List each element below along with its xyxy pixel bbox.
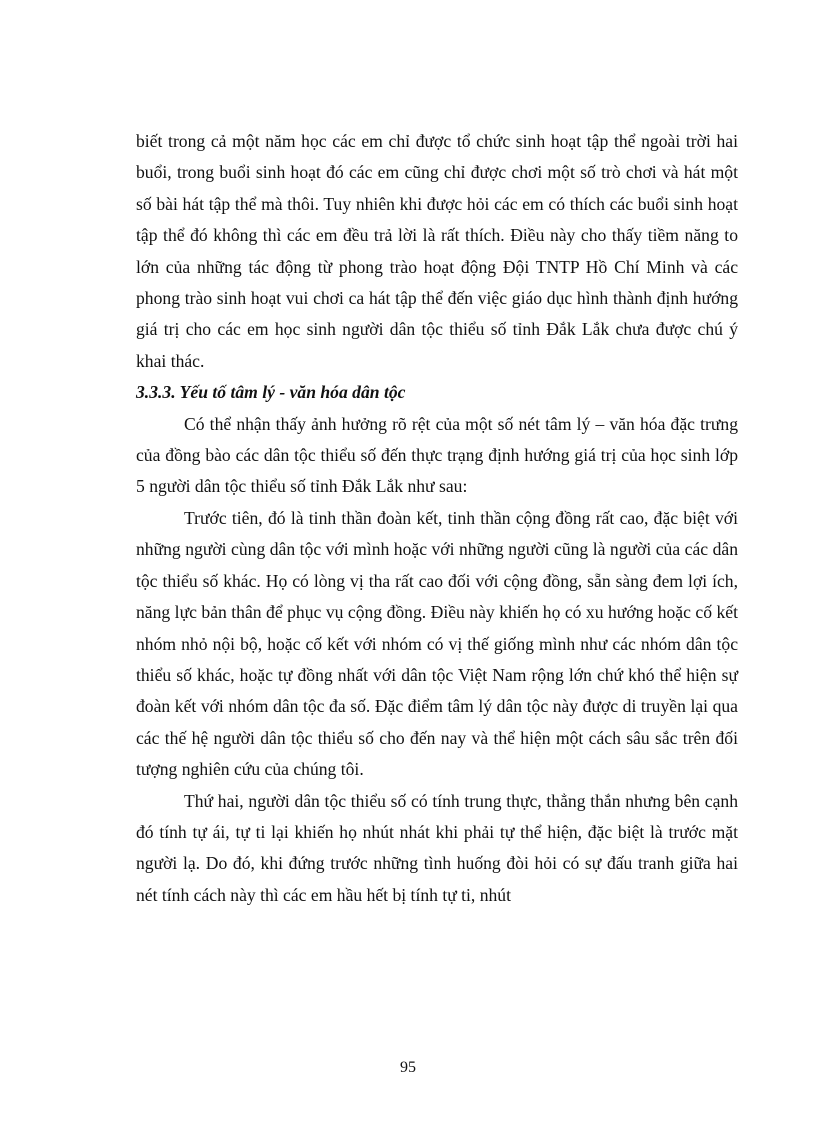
body-text xyxy=(136,126,738,911)
paragraph-4: Thứ hai, người dân tộc thiểu số có tính trung thực, thẳng thắn nhưng bên cạnh đó tính tự ái, tự ti lại khiến họ nhút nhát khi phải tự thể hiện, đặc biệt là trước mặt người lạ. Do đó, khi đứng trước những tình huống đòi hỏi có sự đấu tranh giữa hai nét tính cách này thì các em hầu hết bị tính tự ti, nhút xyxy=(136,790,738,905)
paragraph-2: Có thể nhận thấy ảnh hưởng rõ rệt của một số nét tâm lý – văn hóa đặc trưng của đồng bào các dân tộc thiểu số đến thực trạng định hướng giá trị của học sinh lớp 5 người dân tộc thiểu số tỉnh Đắk Lắk như sau: xyxy=(136,413,738,497)
section-heading: 3.3.3. Yếu tố tâm lý - văn hóa dân tộc xyxy=(136,382,406,403)
page-number: 95 xyxy=(400,1059,416,1076)
paragraph-1: biết trong cả một năm học các em chỉ được tổ chức sinh hoạt tập thể ngoài trời hai buổi, trong buổi sinh hoạt đó các em cũng chỉ được chơi một số trò chơi và hát một số bài hát tập thể mà thôi. Tuy nhiên khi được hỏi các em có thích các buổi sinh hoạt tập thể đó không thì các em đều trả lời là rất thích. Điều này cho thấy tiềm năng to lớn của những tác động từ phong trào hoạt động Đội TNTP Hồ Chí Minh và các phong trào sinh hoạt vui chơi ca hát tập thể đến việc giáo dục hình thành định hướng giá trị cho các em học sinh người dân tộc thiểu số tỉnh Đắk Lắk chưa được chú ý khai thác. xyxy=(136,131,738,371)
paragraph-3: Trước tiên, đó là tinh thần đoàn kết, tinh thần cộng đồng rất cao, đặc biệt với những người cùng dân tộc với mình hoặc với những người cũng là người của các dân tộc thiểu số khác. Họ có lòng vị tha rất cao đối với cộng đồng, sẵn sàng đem lợi ích, năng lực bản thân để phục vụ cộng đồng. Điều này khiến họ có xu hướng hoặc cố kết nhóm nhỏ nội bộ, hoặc cố kết với nhóm có vị thế giống mình như các nhóm dân tộc thiểu số khác, hoặc tự đồng nhất với dân tộc Việt Nam rộng lớn chứ khó thể hiện sự đoàn kết với nhóm dân tộc đa số. Đặc điểm tâm lý dân tộc này được di truyền lại qua các thế hệ người dân tộc thiểu số cho đến nay và thể hiện một cách sâu sắc trên đối tượng nghiên cứu của chúng tôi. xyxy=(136,507,738,780)
